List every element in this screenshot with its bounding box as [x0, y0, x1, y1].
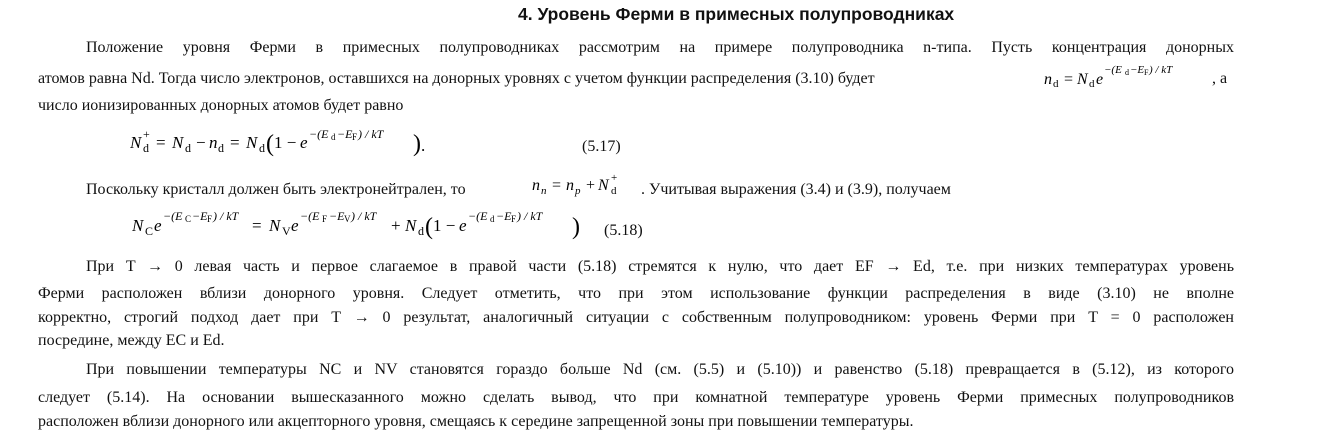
- svg-text:d: d: [143, 141, 149, 155]
- svg-text:=: =: [1064, 71, 1074, 88]
- svg-text:−(E: −(E: [1104, 64, 1122, 76]
- svg-text:F: F: [1144, 68, 1149, 77]
- svg-text:d: d: [331, 132, 336, 142]
- svg-text:=: =: [156, 133, 166, 152]
- svg-text:.: .: [421, 136, 426, 155]
- svg-text:V: V: [282, 224, 291, 238]
- equation-5-17: [130, 124, 450, 164]
- paragraph-4-line-2: следует (5.14). На основании вышесказанного можно сделать вывод, что при комнатной температуре уровень Ферми примесных полупроводников: [38, 389, 1234, 406]
- svg-text:N: N: [246, 133, 258, 152]
- inline-formula-neutrality: [532, 170, 644, 200]
- svg-text:) / kT: ) / kT: [213, 209, 239, 223]
- svg-text:−(E: −(E: [163, 209, 183, 223]
- svg-text:d: d: [490, 214, 495, 224]
- paragraph-1-line-2: атомов равна Nd. Тогда число электронов, оставшихся на донорных уровнях с учетом функции распределения (3.10) будет: [38, 70, 875, 87]
- svg-text:N: N: [130, 133, 142, 152]
- svg-text:N: N: [405, 216, 417, 235]
- svg-text:N: N: [269, 216, 281, 235]
- paragraph-3-line-4: посредине, между EC и Ed.: [38, 332, 225, 349]
- paragraph-2-line-1: Поскольку кристалл должен быть электронейтрален, то: [86, 181, 466, 198]
- paragraph-3-line-3: корректно, строгий подход дает при T → 0 результат, аналогичный ситуации с собственным полупроводником: уровень Ферми при T = 0 расположен: [38, 309, 1234, 326]
- svg-text:) / kT: ) / kT: [358, 127, 384, 141]
- svg-text:e: e: [459, 216, 467, 235]
- paragraph-1-line-2-tail: , а: [1212, 70, 1228, 87]
- svg-text:N: N: [598, 177, 609, 194]
- svg-text:−E: −E: [329, 209, 345, 223]
- svg-text:d: d: [418, 224, 424, 238]
- svg-text:(: (: [266, 131, 274, 157]
- inline-formula-nd: [1044, 56, 1214, 90]
- svg-text:−E: −E: [192, 209, 208, 223]
- svg-text:): ): [572, 214, 580, 240]
- paragraph-1-line-1: Положение уровня Ферми в примесных полупроводниках рассмотрим на примере полупроводника n-типа. Пусть концентрация донорных: [86, 39, 1234, 56]
- svg-text:−: −: [196, 133, 206, 152]
- svg-text:+: +: [391, 216, 401, 235]
- svg-text:−(E: −(E: [468, 209, 488, 223]
- svg-text:e: e: [291, 216, 299, 235]
- svg-text:F: F: [207, 214, 213, 224]
- svg-text:d: d: [259, 141, 265, 155]
- svg-text:d: d: [1053, 78, 1059, 90]
- svg-text:+: +: [143, 127, 150, 141]
- svg-text:e: e: [300, 133, 308, 152]
- svg-text:n: n: [1044, 71, 1052, 88]
- svg-text:) / kT: ) / kT: [1149, 64, 1173, 76]
- svg-text:e: e: [154, 216, 162, 235]
- svg-text:V: V: [344, 214, 351, 224]
- svg-text:−E: −E: [1130, 64, 1145, 76]
- svg-text:e: e: [1096, 71, 1104, 88]
- svg-text:+: +: [586, 177, 596, 194]
- svg-text:−E: −E: [337, 127, 353, 141]
- svg-text:) / kT: ) / kT: [351, 209, 377, 223]
- svg-text:−(E: −(E: [300, 209, 320, 223]
- svg-text:N: N: [132, 216, 144, 235]
- svg-text:d: d: [218, 141, 224, 155]
- svg-text:n: n: [541, 185, 547, 197]
- svg-text:N: N: [1077, 71, 1088, 88]
- paragraph-1-line-3: число ионизированных донорных атомов будет равно: [38, 97, 404, 114]
- svg-text:F: F: [322, 214, 328, 224]
- svg-text:1 −: 1 −: [274, 133, 297, 152]
- svg-text:+: +: [611, 172, 618, 184]
- paragraph-3-line-2: Ферми расположен вблизи донорного уровня. Следует отметить, что при этом использование функции распределения в виде (3.10) не вполне: [38, 285, 1234, 302]
- svg-text:−(E: −(E: [309, 127, 329, 141]
- svg-text:−E: −E: [496, 209, 512, 223]
- svg-text:p: p: [575, 185, 581, 197]
- svg-text:d: d: [185, 141, 191, 155]
- svg-text:d: d: [1125, 68, 1129, 77]
- svg-text:(: (: [425, 214, 433, 240]
- svg-text:C: C: [145, 224, 154, 238]
- paragraph-4-line-3: расположен вблизи донорного или акцепторного уровня, смещаясь к середине запрещенной зоны при повышении температуры.: [38, 413, 914, 430]
- svg-text:1 −: 1 −: [433, 216, 456, 235]
- svg-text:=: =: [252, 216, 262, 235]
- svg-text:=: =: [552, 177, 562, 194]
- page-title: 4. Уровень Ферми в примесных полупроводниках: [518, 4, 955, 24]
- svg-text:F: F: [352, 132, 358, 142]
- equation-number-5-17: (5.17): [582, 138, 621, 155]
- svg-text:C: C: [185, 214, 192, 224]
- paragraph-2-line-1-tail: . Учитывая выражения (3.4) и (3.9), получаем: [641, 181, 951, 198]
- svg-text:=: =: [230, 133, 240, 152]
- svg-text:) / kT: ) / kT: [517, 209, 543, 223]
- paragraph-3-line-1: При T → 0 левая часть и первое слагаемое в правой части (5.18) стремятся к нулю, что дает EF → Ed, т.е. при низких температурах уровень: [86, 258, 1234, 275]
- paragraph-4-line-1: При повышении температуры NC и NV становятся гораздо больше Nd (см. (5.5) и (5.10)) и равенство (5.18) превращается в (5.12), из которого: [86, 361, 1234, 378]
- equation-5-18: [132, 204, 602, 244]
- svg-text:N: N: [172, 133, 184, 152]
- equation-number-5-18: (5.18): [604, 222, 643, 239]
- svg-text:d: d: [611, 185, 617, 197]
- svg-text:): ): [413, 131, 421, 157]
- svg-text:d: d: [1089, 78, 1095, 90]
- svg-text:n: n: [209, 133, 218, 152]
- svg-text:n: n: [566, 177, 574, 194]
- svg-text:F: F: [511, 214, 517, 224]
- svg-text:n: n: [532, 177, 540, 194]
